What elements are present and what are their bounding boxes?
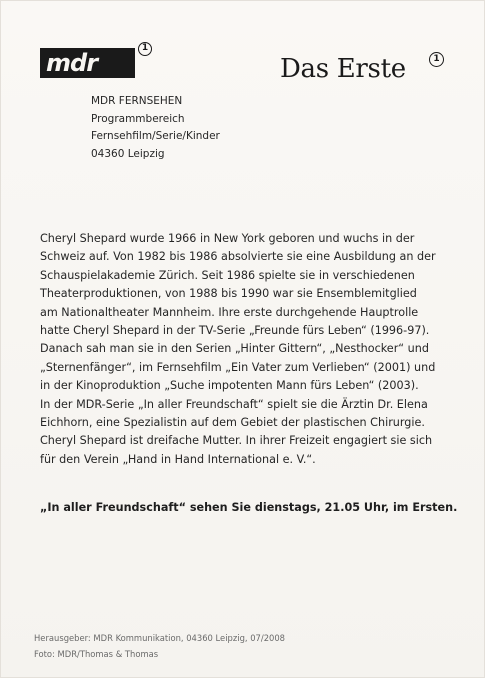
address-block (91, 93, 220, 163)
bio-line: Cheryl Shepard ist dreifache Mutter. In ihrer Freizeit engagiert sie sich (40, 434, 433, 448)
mdr-logo-text: mdr (46, 49, 98, 77)
bio-line: Danach sah man sie in den Serien „Hinter Gittern“, „Nesthocker“ und (40, 342, 429, 356)
address-line: Fernsehfilm/Serie/Kinder (91, 130, 220, 142)
publisher-credit: Herausgeber: MDR Kommunikation, 04360 Leipzig, 07/2008 (34, 633, 286, 643)
bio-line: Schauspielakademie Zürich. Seit 1986 spielte sie in verschiedenen (40, 268, 415, 282)
bio-line: Cheryl Shepard wurde 1966 in New York geboren und wuchs in der (40, 232, 415, 245)
bio-line: für den Verein „Hand in Hand International e. V.“. (40, 452, 316, 466)
footer-credits (34, 630, 285, 662)
biography-text (40, 230, 465, 469)
bio-line: „Sternenfänger“, im Fernsehfilm „Ein Vater zum Verlieben“ (2001) und (40, 360, 436, 374)
ard-one-icon: 1 (429, 52, 444, 67)
bio-line: am Nationaltheater Mannheim. Ihre erste durchgehende Hauptrolle (40, 305, 419, 319)
bio-line: Schweiz auf. Von 1982 bis 1986 absolvierte sie eine Ausbildung an der (40, 250, 436, 264)
bio-line: hatte Cheryl Shepard in der TV-Serie „Freunde fürs Leben“ (1996-97). (40, 324, 430, 338)
address-line: Programmbereich (91, 112, 185, 125)
bio-line: In der MDR-Serie „In aller Freundschaft“ spielt sie die Ärztin Dr. Elena (40, 397, 428, 411)
bio-line: Theaterproduktionen, von 1988 bis 1990 war sie Ensemblemitglied (40, 287, 417, 301)
address-line: 04360 Leipzig (91, 147, 165, 160)
bio-line: in der Kinoproduktion „Suche impotenten Mann fürs Leben“ (2003). (40, 379, 419, 393)
photo-credit: Foto: MDR/Thomas & Thomas (34, 649, 159, 659)
bio-line: Eichhorn, eine Spezialistin auf dem Gebiet der plastischen Chirurgie. (40, 416, 425, 430)
channel-name: Das Erste (280, 54, 406, 84)
ard-one-icon: 1 (138, 42, 152, 56)
broadcast-tagline: „In aller Freundschaft“ sehen Sie dienstags, 21.05 Uhr, im Ersten. (40, 501, 458, 514)
address-line: MDR FERNSEHEN (91, 95, 183, 107)
mdr-logo (40, 48, 135, 78)
